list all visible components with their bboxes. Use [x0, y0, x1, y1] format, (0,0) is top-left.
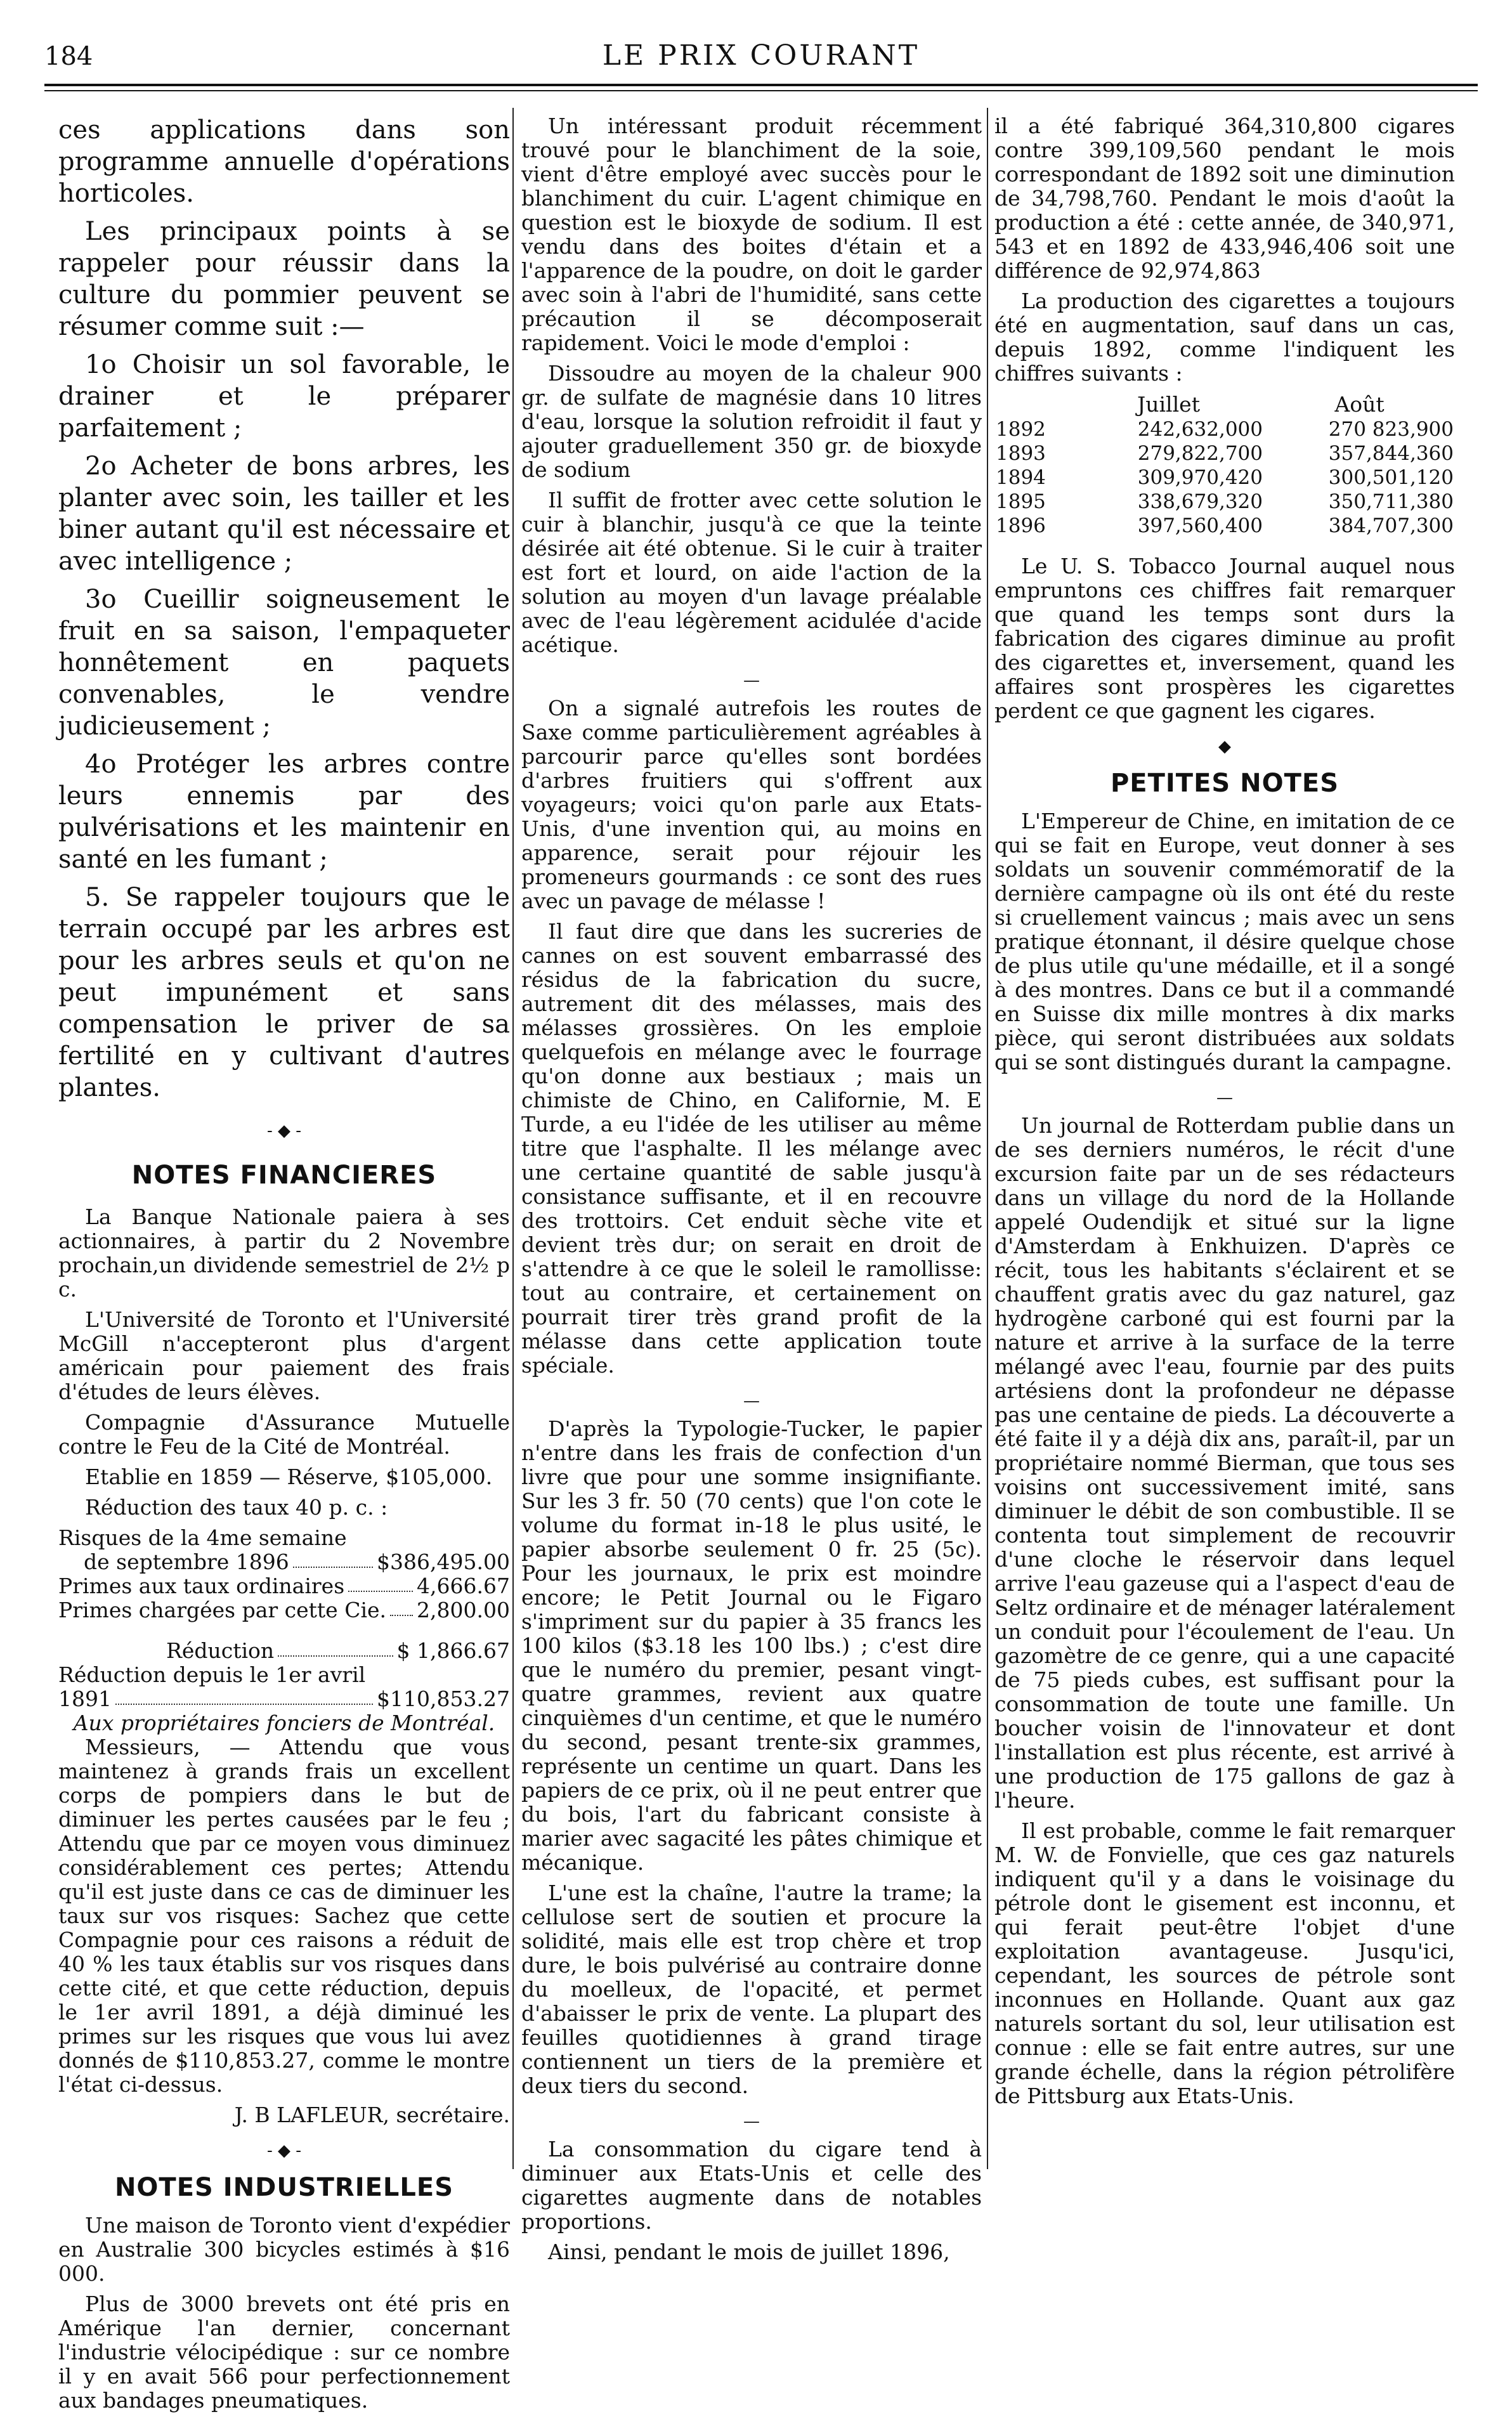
- ledger-row: de septembre 1896 $386,495.00: [84, 1549, 510, 1574]
- notice-title: Aux propriétaires fonciers de Montréal.: [73, 1711, 495, 1735]
- paragraph: Les principaux points à se rappeler pour réussir dans la culture du pommier peuvent se résumer comme suit :—: [58, 217, 510, 341]
- table-row: 1894 309,970,420 300,501,120: [996, 466, 1454, 489]
- page-number: 184: [44, 42, 93, 71]
- ledger-label: Risques de la 4me semaine: [58, 1525, 347, 1550]
- page-header: [44, 37, 1478, 75]
- ledger-row: Réduction $ 1,866.67: [166, 1638, 510, 1663]
- paragraph: Il faut dire que dans les sucreries de cannes on est souvent embarrassé des résidus de la fabrication du sucre, autrement dit des mélasses, mais des mélasses grossières. On les emploie quelquefois en mélange avec le fourrage qu'on donne aux bestiaux ; mais un chimiste de Chino, en Californie, M. E Turde, a eu l'idée de les utiliser au même titre que l'asphalte. Il les mélange avec une certaine quantité de sable jusqu'à consistance suffisante, et il en recouvre des trottoirs. Cet enduit sèche vite et devient très dur; on serait en droit de s'attendre à ce que le soleil le ramollisse: tout au contraire, et certainement on pourrait tirer très grand profit de la mélasse dans cette application toute spéciale.: [521, 919, 982, 1378]
- ledger-row: Primes aux taux ordinaires 4,666.67: [58, 1574, 510, 1598]
- paragraph: Il est probable, comme le fait remarquer M. W. de Fonvielle, que ces gaz naturels indiquent qu'il y a dans le voisinage du pétrole dont le gisement est inconnu, et qui ferait peut-être l'objet d'une exploitation avantageuse. Jusqu'ici, cependant, les sources de pétrole sont inconnues en Hollande. Quant aux gaz naturels sortant du sol, leur utilisation est connue : elle se fait entre autres, sur une grande échelle, dans la région pétrolifère de Pittsburg aux Etats-Unis.: [994, 1818, 1455, 2108]
- column-2: [521, 114, 982, 2271]
- header-rule-thin: [44, 90, 1478, 91]
- journal-title: LE PRIX COURANT: [602, 39, 920, 72]
- paragraph: Etablie en 1859 — Réserve, $105,000.: [85, 1464, 493, 1489]
- paragraph: Un journal de Rotterdam publie dans un de ses derniers numéros, le récit d'une excursion faite par un de ses rédacteurs dans un village du nord de la Hollande appelé Oudendijk et situé sur la ligne d'Amsterdam à Enkhuizen. D'après ce récit, tous les habitants s'éclairent et se chauffent gratis avec du gaz naturel, gaz hydrogène carboné qui est fourni par la nature et arrive à la surface de la terre mélangé avec l'eau, fournie par des puits artésiens dont la profondeur ne dépasse pas une centaine de pieds. La découverte a été faite il y a déjà dix ans, paraît-il, par un propriétaire nommé Bierman, que tous ses voisins ont successivement imité, sans diminuer le débit de son combustible. Il se contenta tout simplement de recouvrir d'une cloche le réservoir dans lequel arrive l'eau gazeuse qui a l'aspect d'eau de Seltz ordinaire et de ménager latéralement un conduit pour l'écoulement de l'eau. Un gazomètre de ce genre, qui a une capacité de 75 pieds cubes, est suffisant pour la consommation de toute une famille. Un boucher voisin de l'innovateur et dont l'installation est plus récente, est arrivé à une production de 175 gallons de gaz à l'heure.: [994, 1113, 1455, 1813]
- paragraph: Une maison de Toronto vient d'expédier en Australie 300 bicycles estimés à $16 000.: [58, 2213, 510, 2286]
- paragraph: On a signalé autrefois les routes de Saxe comme particulièrement agréables à parcourir parce qu'elles sont bordées d'arbres fruitiers qui s'offrent aux voyageurs; voici qu'on parle aux Etats-Unis, d'une invention qui, au moins en apparence, serait pour réjouir les promeneurs gourmands : ce sont des rues avec un pavage de mélasse !: [521, 696, 982, 913]
- paragraph: La Banque Nationale paiera à ses actionnaires, à partir du 2 Novembre prochain,un dividende semestriel de 2½ p c.: [58, 1204, 510, 1301]
- ornament-icon: ◆: [1218, 737, 1231, 756]
- table-header: Juillet: [1137, 392, 1200, 417]
- paragraph: ces applications dans son programme annuelle d'opérations horticoles.: [58, 115, 510, 208]
- table-header: [994, 392, 1073, 417]
- ornament-icon: —: [743, 671, 760, 690]
- paragraph: Messieurs, — Attendu que vous maintenez à grands frais un excellent corps de pompiers dans le but de diminuer les pertes causées par le feu ; Attendu que par ce moyen vous diminuez considérablement ces pertes; Attendu qu'il est juste dans ce cas de diminuer les taux sur vos risques: Sachez que cette Compagnie pour ces raisons a réduit de 40 % les taux établis sur vos risques dans cette cité, et que cette réduction, depuis le 1er avril 1891, a déjà diminué les primes sur les risques que vous lui avez donnés de $110,853.27, comme le montre l'état ci-dessus.: [58, 1735, 510, 2097]
- paragraph: D'après la Typologie-Tucker, le papier n'entre dans les frais de confection d'un livre que pour une somme insignifiante. Sur les 3 fr. 50 (70 cents) que l'on cote le volume du format in-18 le plus usité, le papier absorbe seulement 0 fr. 25 (5c). Pour les journaux, le prix est moindre encore; le Petit Journal ou le Figaro s'impriment sur du papier à 35 francs les 100 kilos ($3.18 les 100 lbs.) ; c'est dire que le numéro du premier, pesant vingt-quatre grammes, revient aux quatre cinquièmes d'un centime, et que le numéro du second, pesant trente-six grammes, représente un centime un quart. Dans les papiers de ce prix, où il ne peut entrer que du bois, l'art du fabricant consiste à marier avec sagacité les pâtes chimique et mécanique.: [521, 1416, 982, 1875]
- table-header-row: [994, 392, 1455, 417]
- table-row: 1895 338,679,320 350,711,380: [996, 490, 1454, 513]
- ornament-icon: - ◆ -: [266, 2141, 302, 2160]
- paragraph: La production des cigarettes a toujours été en augmentation, sauf dans un cas, depuis 1892, comme l'indiquent les chiffres suivants :: [994, 289, 1455, 386]
- paragraph: Un intéressant produit récemment trouvé pour le blanchiment de la soie, vient d'être employé avec succès pour le blanchiment du cuir. L'agent chimique en question est le bioxyde de sodium. Il est vendu dans des boites d'étain et a l'apparence de la poudre, on doit le garder avec soin à l'abri de l'humidité, sans cette précaution il se décomposerait rapidement. Voici le mode d'emploi :: [521, 114, 982, 355]
- table-row: 1892 242,632,000 270 823,900: [996, 418, 1454, 441]
- ornament-icon: —: [743, 1392, 760, 1411]
- finance-notes: [58, 1205, 510, 2413]
- paragraph: Réduction des taux 40 p. c. :: [85, 1495, 388, 1520]
- paragraph: La consommation du cigare tend à diminuer aux Etats-Unis et celle des cigarettes augmente dans de notables proportions.: [521, 2137, 982, 2234]
- header-rule: [44, 84, 1478, 86]
- paragraph: Il suffit de frotter avec cette solution le cuir à blanchir, jusqu'à ce que la teinte désirée ait été obtenue. Si le cuir à traiter est fort et lourd, on aide l'action de la solution au moyen d'un lavage préalable avec de l'eau légèrement acidulée d'acide acétique.: [521, 488, 982, 657]
- paragraph: Compagnie d'Assurance Mutuelle contre le Feu de la Cité de Montréal.: [58, 1410, 510, 1459]
- paragraph: Ainsi, pendant le mois de juillet 1896,: [548, 2240, 950, 2264]
- paragraph: il a été fabriqué 364,310,800 cigares contre 399,109,560 pendant le mois correspondant de 1892 soit une diminution de 34,798,760. Pendant le mois d'août la production a été : cette année, de 340,971, 543 et en 1892 de 433,946,406 soit une différence de 92,974,863: [994, 114, 1455, 283]
- column-divider: [512, 108, 514, 2169]
- paragraph: L'une est la chaîne, l'autre la trame; la cellulose sert de soutien et procure la solidité, mais elle est trop chère et trop dure, le bois pulvérisé au contraire donne du moelleux, de l'opacité, et permet d'abaisser le prix de vente. La plupart des feuilles quotidiennes à grand tirage contiennent un tiers de la première et deux tiers du second.: [521, 1881, 982, 2098]
- section-heading: NOTES INDUSTRIELLES: [114, 2173, 454, 2202]
- ornament-icon: —: [1216, 1088, 1233, 1107]
- section-heading: NOTES FINANCIERES: [131, 1161, 437, 1190]
- signature: J. B LAFLEUR, secrétaire.: [234, 2103, 510, 2127]
- table-row: 1896 397,560,400 384,707,300: [996, 514, 1454, 537]
- table-row: 1893 279,822,700 357,844,360: [996, 442, 1454, 465]
- paragraph: L'Université de Toronto et l'Université McGill n'accepteront plus d'argent américain pour paiement des frais d'études de leurs élèves.: [58, 1307, 510, 1404]
- column-divider: [987, 108, 988, 2169]
- paragraph: 1o Choisir un sol favorable, le drainer et le préparer parfaitement ;: [58, 350, 510, 443]
- cigarette-table: [994, 392, 1455, 538]
- section-heading: PETITES NOTES: [1110, 769, 1339, 798]
- paragraph: Plus de 3000 brevets ont été pris en Amérique l'an dernier, concernant l'industrie vélocipédique : sur ce nombre il y en avait 566 pour perfectionnement aux bandages pneumatiques.: [58, 2292, 510, 2413]
- table-header: Août: [1334, 392, 1385, 417]
- ledger-row: Primes chargées par cette Cie. 2,800.00: [58, 1598, 510, 1622]
- ornament-icon: —: [743, 2112, 760, 2131]
- paragraph: Dissoudre au moyen de la chaleur 900 gr. de sulfate de magnésie dans 10 litres d'eau, lorsque la solution refroidit il faut y ajouter graduellement 350 gr. de bioxyde de sodium: [521, 361, 982, 482]
- paragraph: 3o Cueillir soigneusement le fruit en sa saison, l'empaqueter honnêtement en paquets convenables, le vendre judicieusement ;: [58, 585, 510, 741]
- ornament-icon: - ◆ -: [266, 1121, 302, 1140]
- column-3: [994, 114, 1455, 2115]
- paragraph: 4o Protéger les arbres contre leurs ennemis par des pulvérisations et les maintenir en santé en les fumant ;: [58, 750, 510, 874]
- paragraph: L'Empereur de Chine, en imitation de ce qui se fait en Europe, veut donner à ses soldats un souvenir commémoratif de la dernière campagne où ils ont été du reste si cruellement vaincus ; mais avec un sens pratique étonnant, il désire quelque chose de plus utile qu'une médaille, et il a songé à des montres. Dans ce but il a commandé en Suisse dix mille montres à dix marks pièce, qui seront distribuées aux soldats qui se sont distingués durant la campagne.: [994, 809, 1455, 1074]
- paragraph: 5. Se rappeler toujours que le terrain occupé par les arbres est pour les arbres seuls et qu'on ne peut impunément et sans compensation le priver de sa fertilité en y cultivant d'autres plantes.: [58, 883, 510, 1102]
- column-1: [58, 114, 510, 2419]
- paragraph: Le U. S. Tobacco Journal auquel nous empruntons ces chiffres fait remarquer que quand les temps sont durs la fabrication des cigares diminue au profit des cigarettes et, inversement, quand les affaires sont prospères les cigarettes perdent ce que gagnent les cigares.: [994, 554, 1455, 723]
- paragraph: 2o Acheter de bons arbres, les planter avec soin, les tailler et les biner autant qu'il est nécessaire et avec intelligence ;: [58, 452, 510, 576]
- ledger-row: 1891 $110,853.27: [58, 1686, 510, 1711]
- ledger-label: Réduction depuis le 1er avril: [58, 1662, 366, 1687]
